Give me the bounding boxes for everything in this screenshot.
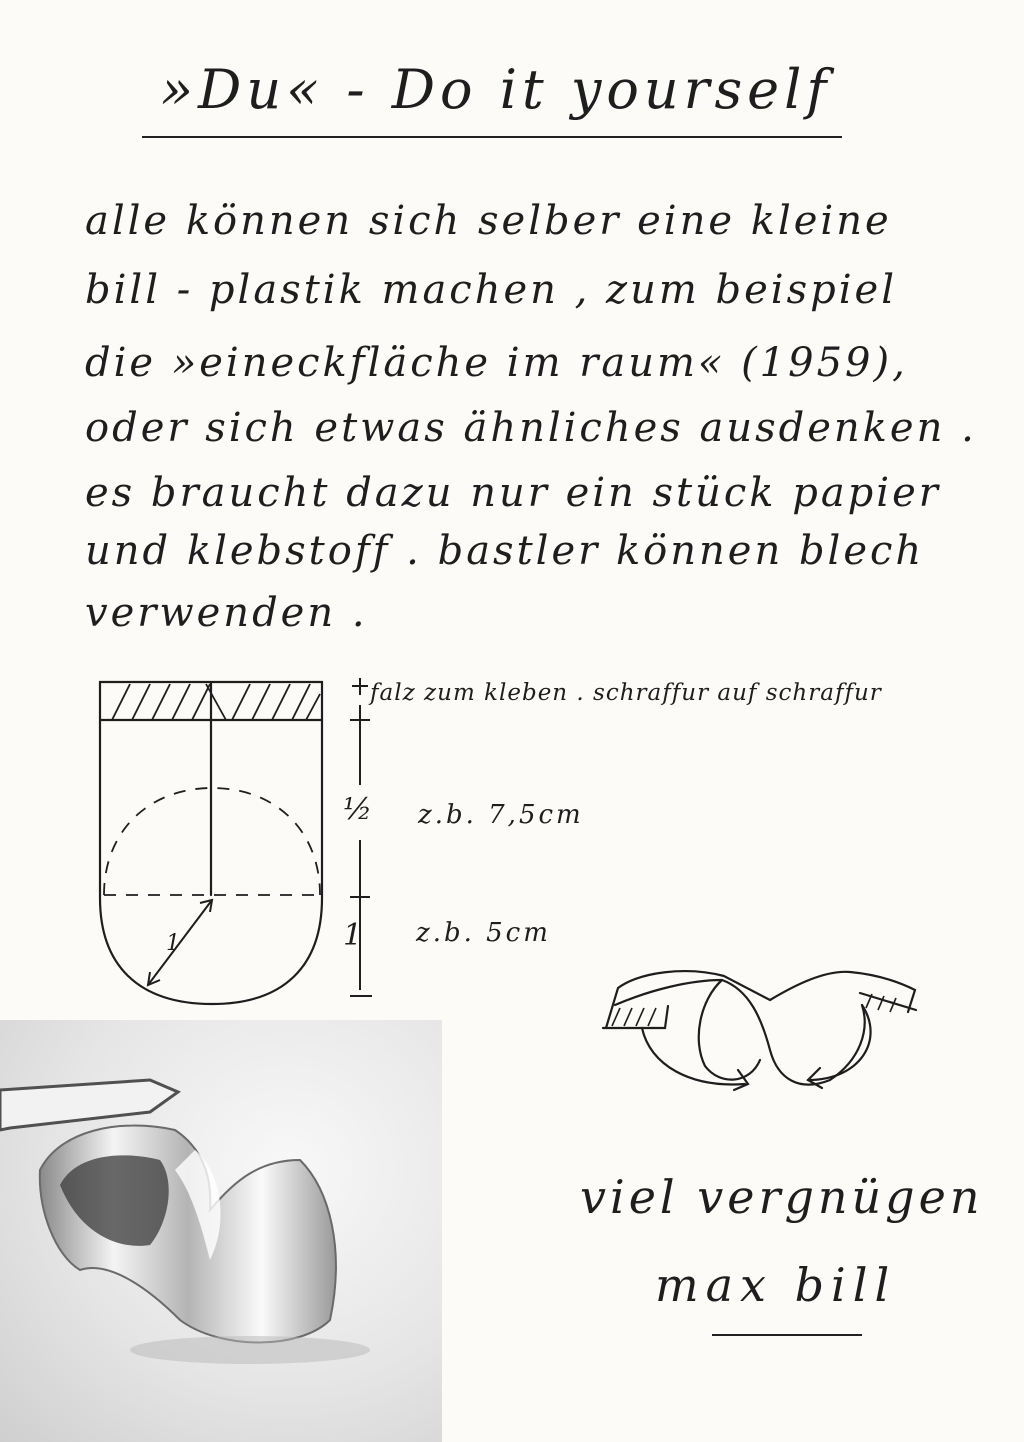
text-line: die »eineckfläche im raum« (1959), <box>85 340 908 386</box>
signature-greeting: viel vergnügen <box>580 1170 984 1224</box>
text-line: oder sich etwas ähnliches ausdenken . <box>85 405 977 451</box>
dimension-one-mark: 1 <box>343 918 363 953</box>
paper-template-outline <box>100 682 322 1004</box>
sculpture-photo <box>0 1020 442 1442</box>
radius-label: 1 <box>166 931 180 956</box>
text-line: es braucht dazu nur ein stück papier <box>85 470 941 516</box>
dimension-half-value: z.b. 7,5cm <box>418 800 584 830</box>
sculpture-illustration <box>0 1020 442 1442</box>
signature-name: max bill <box>655 1258 897 1312</box>
page-title: »Du« - Do it yourself <box>160 58 832 121</box>
glue-flap-hatching <box>112 684 320 720</box>
signature-underline <box>712 1334 862 1336</box>
dimension-half-mark: ½ <box>343 792 373 827</box>
folded-strip-sketch <box>603 971 916 1090</box>
text-line: verwenden . <box>85 590 368 636</box>
glue-flap-note: falz zum kleben . schraffur auf schraffur <box>370 680 882 706</box>
text-line: alle können sich selber eine kleine <box>85 198 892 244</box>
dimension-one-value: z.b. 5cm <box>416 918 551 948</box>
text-line: und klebstoff . bastler können blech <box>85 528 925 574</box>
text-line: bill - plastik machen , zum beispiel <box>85 267 897 313</box>
radius-arrow <box>148 900 212 985</box>
